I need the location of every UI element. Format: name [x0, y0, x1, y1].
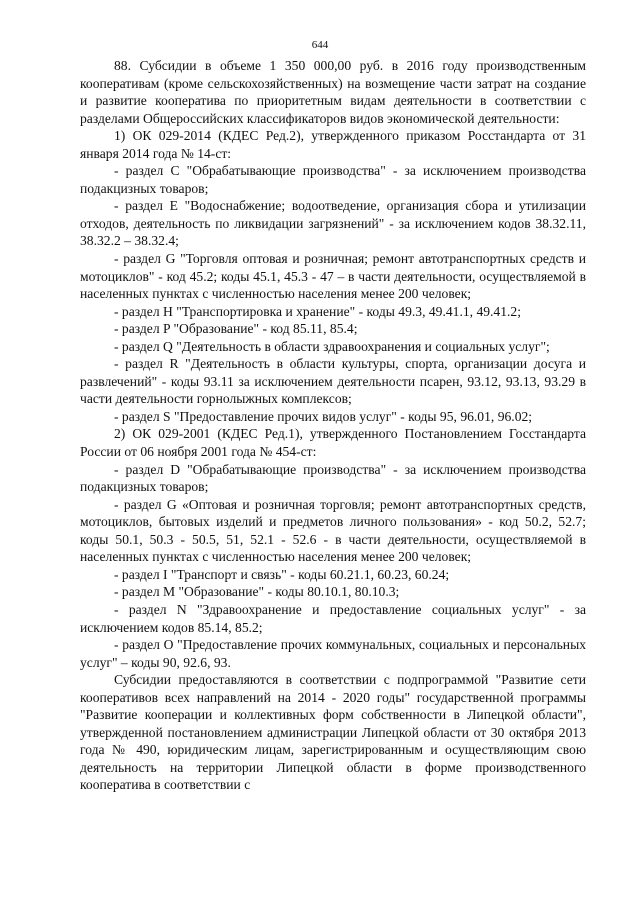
- list-item-section-d: - раздел D "Обрабатывающие производства" - за исключением производства подакцизных товаров;: [80, 461, 586, 495]
- list-item-section-h: - раздел H "Транспортировка и хранение" - коды 49.3, 49.41.1, 49.41.2;: [114, 303, 522, 319]
- page-number: 644: [311, 39, 329, 51]
- paragraph-classifier-ok-029-2001: 2) ОК 029-2001 (КДЕС Ред.1), утвержденного Постановлением Госстандарта России от 06 ноября 2001 года № 454-ст:: [80, 426, 586, 460]
- list-item-section-n: - раздел N "Здравоохранение и предоставление социальных услуг" - за исключением кодов 85.14, 85.2;: [80, 601, 586, 635]
- list-item-section-c: - раздел C "Обрабатывающие производства" - за исключением производства подакцизных товаров;: [80, 163, 586, 196]
- list-item-section-e: - раздел E "Водоснабжение; водоотведение, организация сбора и утилизации отходов, деятельность по ликвидации загрязнений" - за исключением кодов 38.32.11, 38.32.2 – 38.32.4;: [80, 198, 586, 249]
- list-item-section-o: - раздел O "Предоставление прочих коммунальных, социальных и персональных услуг" – коды 90, 92.6, 93.: [80, 637, 586, 670]
- list-item-section-q: - раздел Q "Деятельность в области здравоохранения и социальных услуг";: [114, 338, 550, 354]
- list-item-section-p: - раздел P "Образование" - код 85.11, 85.4;: [114, 321, 358, 337]
- list-item-section-m: - раздел M "Образование" - коды 80.10.1, 80.10.3;: [114, 584, 400, 600]
- list-item-section-g-2001: - раздел G «Оптовая и розничная торговля; ремонт автотранспортных средств, мотоциклов, бытовых изделий и предметов личного пользования» - код 50.2, 52.7; коды 50.1, 50.3 - 50.5, 51, 52.1 - 52.6 - в части деятельности, осуществляемой в населенных пунктах с численностью населения менее 200 человек;: [80, 496, 586, 565]
- document-body: [80, 57, 586, 794]
- list-item-section-r: - раздел R "Деятельность в области культуры, спорта, организации досуга и развлечений" - коды 93.11 за исключением деятельности псарен, 93.12, 93.13, 93.29 в части деятельности горнолыжных комплексов;: [80, 356, 586, 407]
- list-item-section-g-2014: - раздел G "Торговля оптовая и розничная; ремонт автотранспортных средств и мотоциклов" - код 45.2; коды 45.1, 45.3 - 47 – в части деятельности, осуществляемой в населенных пунктах с численностью населения менее 200 человек;: [80, 251, 586, 302]
- paragraph-classifier-ok-029-2014: 1) ОК 029-2014 (КДЕС Ред.2), утвержденного приказом Росстандарта от 31 января 2014 года № 14-ст:: [80, 128, 586, 161]
- list-item-section-s: - раздел S "Предоставление прочих видов услуг" - коды 95, 96.01, 96.02;: [114, 408, 533, 424]
- list-item-section-i: - раздел I "Транспорт и связь" - коды 60.21.1, 60.23, 60.24;: [114, 566, 450, 582]
- paragraph-subsidy-conditions: Субсидии предоставляются в соответствии с подпрограммой "Развитие сети кооперативов всех направлений на 2014 - 2020 годы" государственной программы "Развитие кооперации и коллективных форм собственности в Липецкой области", утвержденной постановлением администрации Липецкой области от 30 октября 2013 года № 490, юридическим лицам, зарегистрированным и осуществляющим свою деятельность на территории Липецкой области в форме производственного кооператива в соответствии с: [80, 672, 586, 793]
- paragraph-subsidy-intro: 88. Субсидии в объеме 1 350 000,00 руб. в 2016 году производственным кооперативам (кроме сельскохозяйственных) на возмещение части затрат на создание и развитие кооператива по приоритетным видам деятельности в соответствии с разделами Общероссийских классификаторов видов экономической деятельности:: [80, 58, 586, 126]
